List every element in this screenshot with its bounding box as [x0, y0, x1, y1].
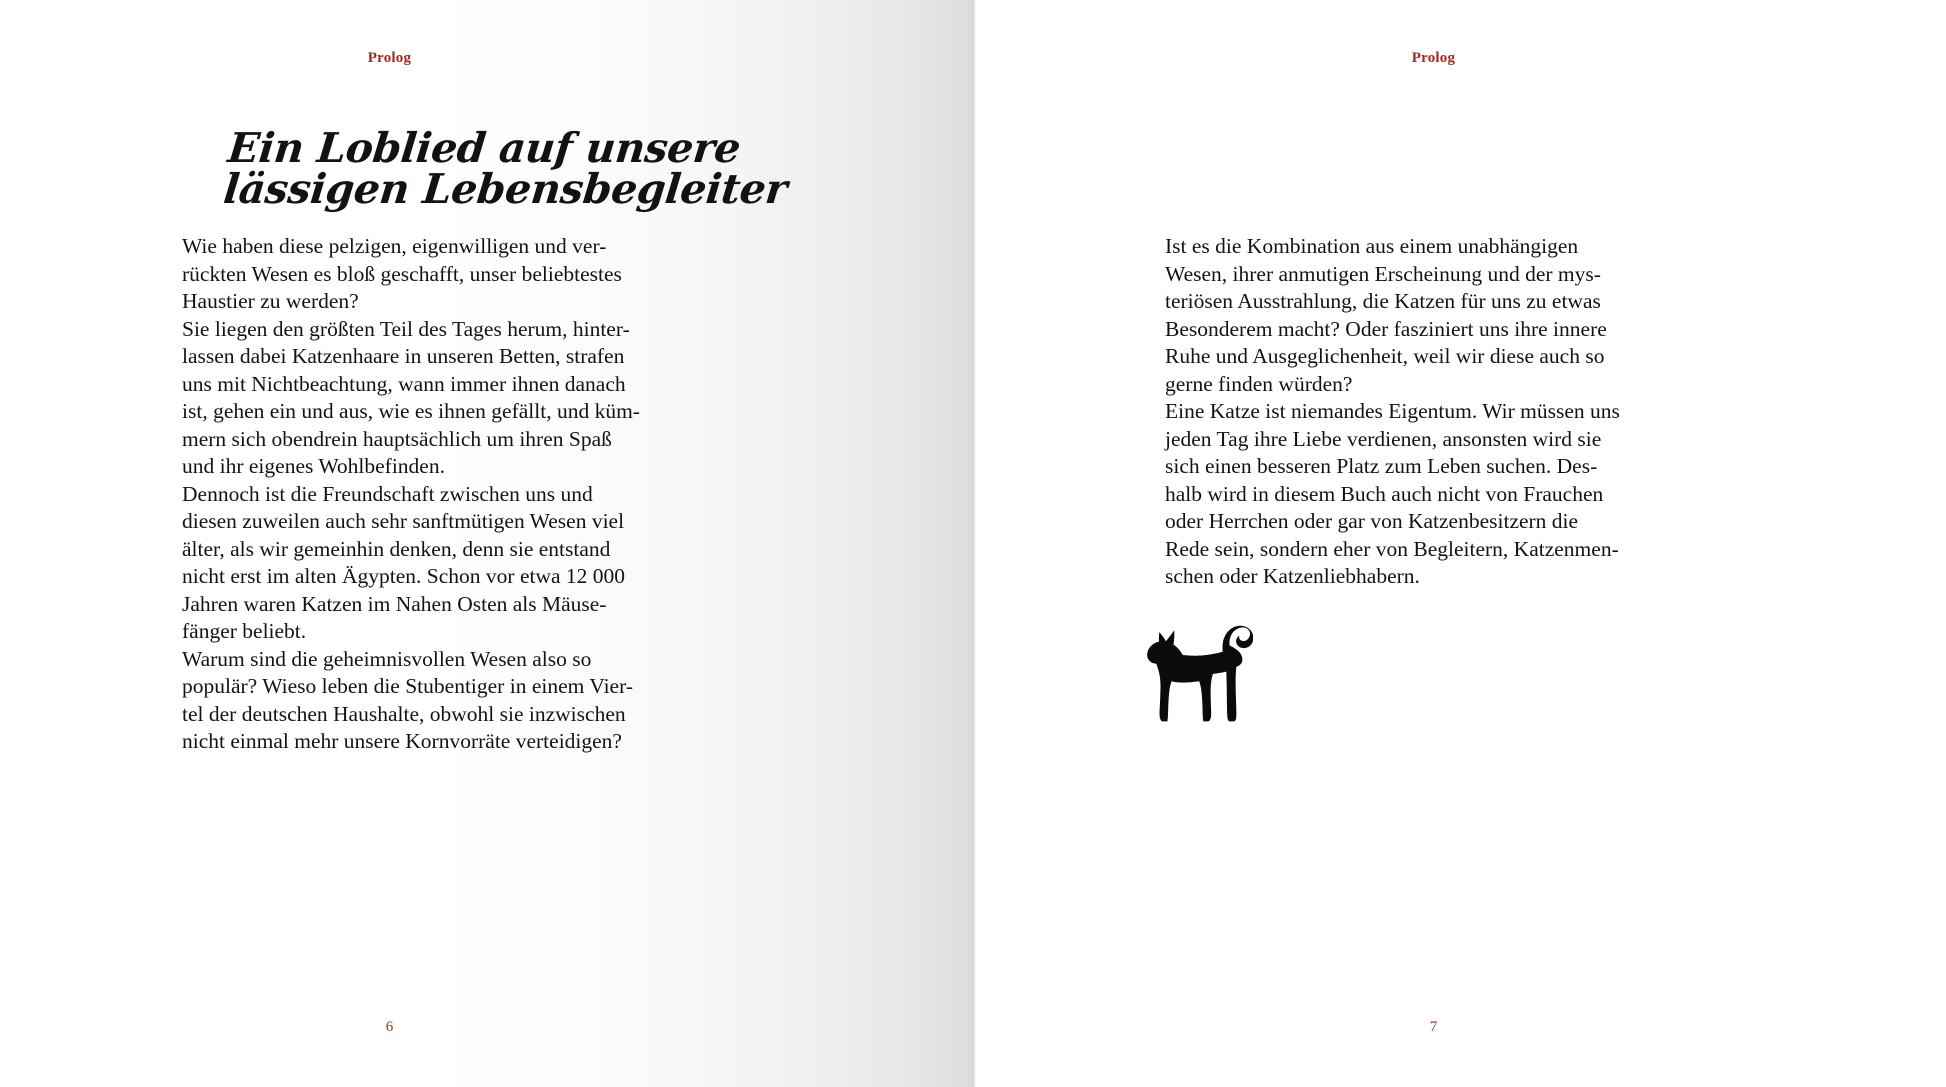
- text-line: Wesen, ihrer anmutigen Erscheinung und der mys-: [1165, 261, 1601, 286]
- text-line: gerne finden würden?: [1165, 371, 1353, 396]
- cat-silhouette-icon: [1133, 596, 1253, 726]
- text-line: mern sich obendrein hauptsächlich um ihren Spaß: [182, 426, 612, 451]
- running-head-right: Prolog: [1411, 50, 1456, 66]
- text-line: diesen zuweilen auch sehr sanftmütigen Wesen viel: [182, 509, 625, 533]
- text-line: Rede sein, sondern eher von Begleitern, Katzenmen-: [1165, 536, 1619, 561]
- text-line: ist, gehen ein und aus, wie es ihnen gefällt, und küm-: [182, 399, 640, 423]
- text-line: tel der deutschen Haushalte, obwohl sie inzwischen: [182, 701, 626, 726]
- paragraph: [182, 233, 622, 316]
- text-line: und ihr eigenes Wohlbefinden.: [182, 454, 445, 478]
- paragraph: [182, 316, 640, 481]
- text-line: oder Herrchen oder gar von Katzenbesitzern die: [1165, 509, 1579, 533]
- right-page-body-text: [1165, 233, 1620, 591]
- text-line: Besonderem macht? Oder fasziniert uns ihre innere: [1165, 316, 1607, 341]
- text-line: sich einen besseren Platz zum Leben suchen. Des-: [1165, 454, 1598, 478]
- text-line: Haustier zu werden?: [182, 289, 359, 313]
- paragraph: [1165, 233, 1607, 398]
- text-line: Eine Katze ist niemandes Eigentum. Wir müssen uns: [1165, 399, 1620, 423]
- text-line: uns mit Nichtbeachtung, wann immer ihnen danach: [182, 371, 626, 396]
- text-line: schen oder Katzenliebhabern.: [1165, 564, 1420, 588]
- chapter-title-line-1: Ein Loblied auf unsere: [225, 124, 743, 172]
- text-line: nicht erst im alten Ägypten. Schon vor etwa 12 000: [182, 564, 626, 588]
- text-line: Ist es die Kombination aus einem unabhängigen: [1165, 234, 1579, 258]
- text-line: populär? Wieso leben die Stubentiger in einem Vier-: [182, 674, 633, 698]
- text-line: lassen dabei Katzenhaare in unseren Betten, strafen: [182, 344, 625, 368]
- paragraph: [182, 646, 633, 756]
- chapter-title: [221, 124, 790, 213]
- text-line: teriösen Ausstrahlung, die Katzen für uns zu etwas: [1165, 289, 1601, 313]
- right-page: [973, 0, 1946, 1087]
- text-line: nicht einmal mehr unsere Kornvorräte verteidigen?: [182, 729, 622, 753]
- text-line: Dennoch ist die Freundschaft zwischen uns und: [182, 481, 593, 506]
- running-head-left: Prolog: [367, 50, 412, 66]
- text-line: Sie liegen den größten Teil des Tages herum, hinter-: [182, 316, 630, 341]
- text-line: Warum sind die geheimnisvollen Wesen also so: [182, 646, 592, 671]
- text-line: Wie haben diese pelzigen, eigenwilligen und ver-: [182, 234, 607, 258]
- page-number-left: 6: [385, 1019, 394, 1035]
- text-line: älter, als wir gemeinhin denken, denn sie entstand: [182, 536, 611, 561]
- page-number-right: 7: [1429, 1019, 1438, 1035]
- paragraph: [1165, 398, 1620, 591]
- text-line: halb wird in diesem Buch auch nicht von Frauchen: [1165, 481, 1604, 506]
- text-line: jeden Tag ihre Liebe verdienen, ansonsten wird sie: [1165, 426, 1602, 451]
- text-line: Ruhe und Ausgeglichenheit, weil wir diese auch so: [1165, 344, 1605, 368]
- paragraph: [182, 481, 626, 646]
- left-page-body-text: [182, 233, 640, 756]
- text-line: fänger beliebt.: [182, 619, 307, 643]
- text-line: Jahren waren Katzen im Nahen Osten als Mäuse-: [182, 591, 607, 616]
- chapter-title-line-2: lässigen Lebensbegleiter: [221, 165, 790, 213]
- text-line: rückten Wesen es bloß geschafft, unser beliebtestes: [182, 261, 622, 286]
